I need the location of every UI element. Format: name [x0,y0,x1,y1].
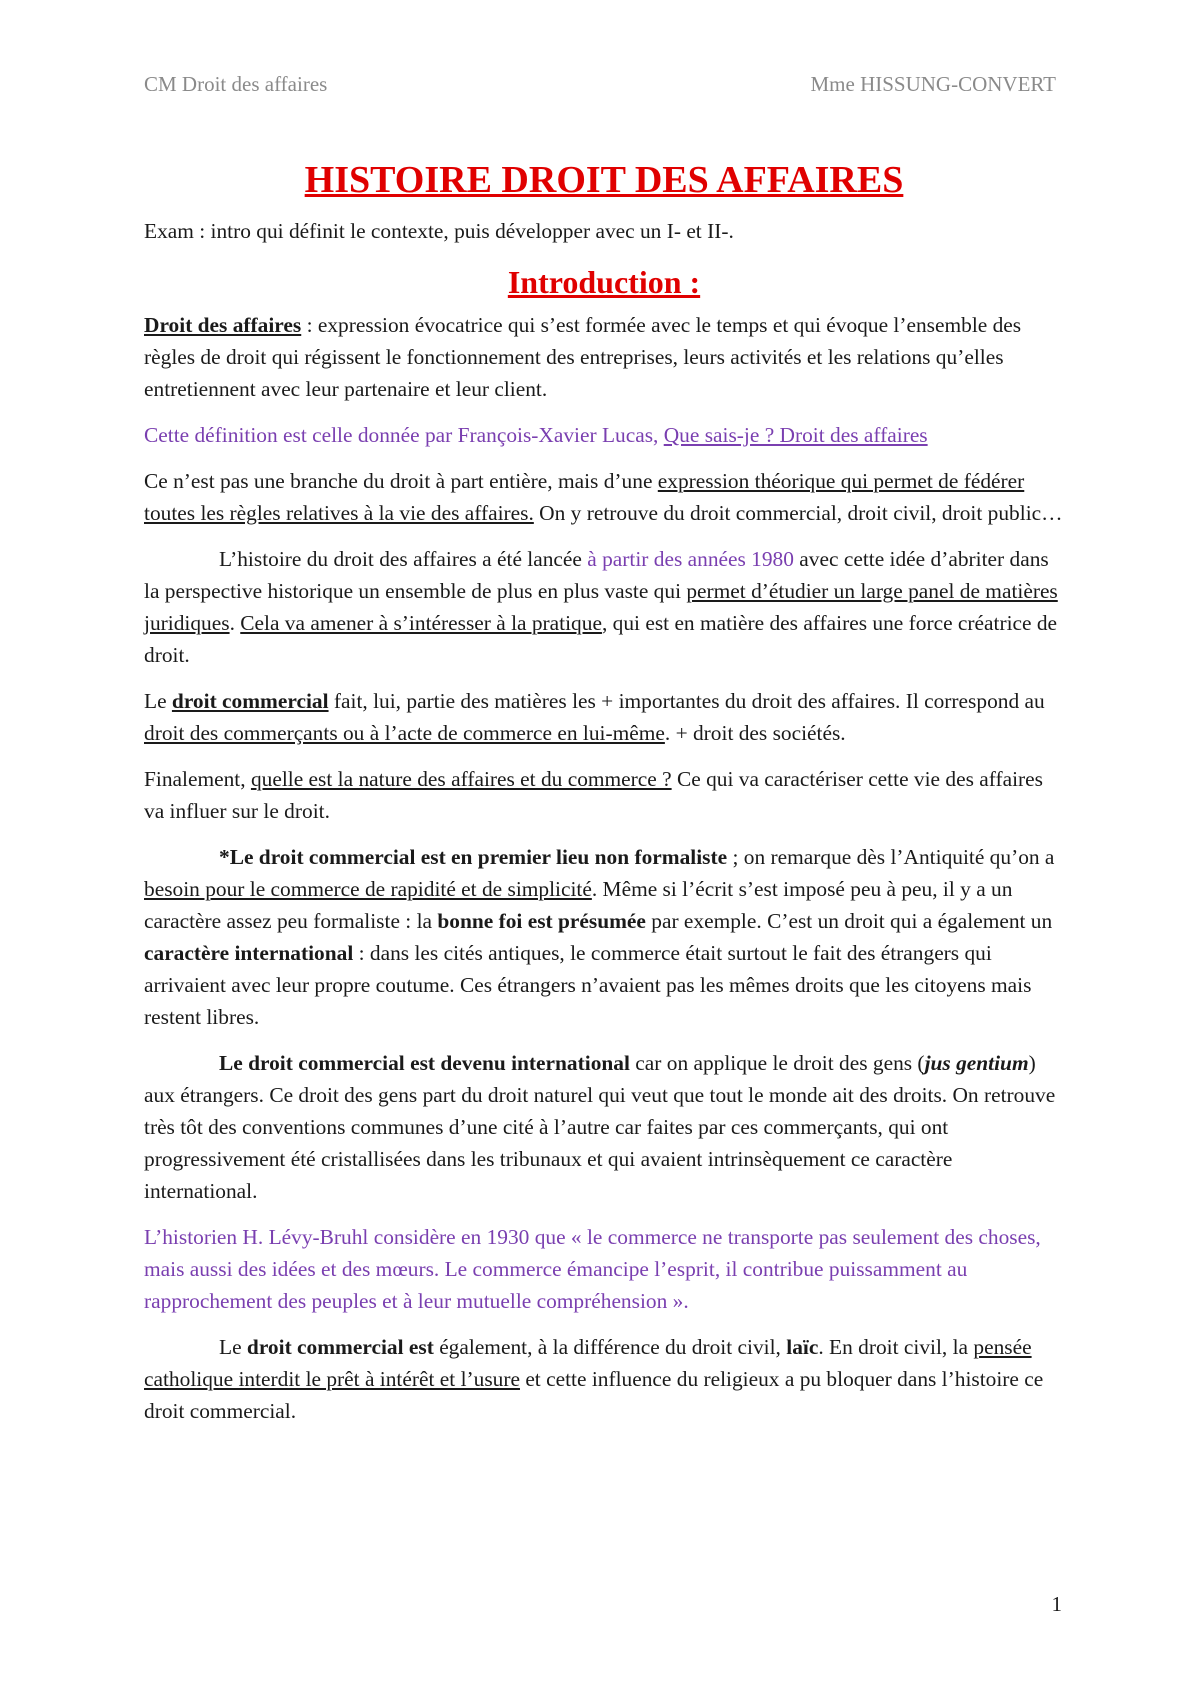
paragraph-branch: Ce n’est pas une branche du droit à part entière, mais d’une expression théorique qui permet de fédérer toutes les règles relatives à la vie des affaires. On y retrouve du droit commercial, droit civil, droit public… [144,469,1063,525]
paragraph-source: Cette définition est celle donnée par François-Xavier Lucas, Que sais-je ? Droit des affaires [144,423,928,447]
header-course-title: CM Droit des affaires [144,72,328,96]
page-header [144,72,1056,102]
source-reference: Que sais-je ? Droit des affaires [663,423,928,447]
paragraph-droit-commercial: Le droit commercial fait, lui, partie des matières les + importantes du droit des affaires. Il correspond au droit des commerçants ou à l’acte de commerce en lui-même. + droit des sociétés. [144,689,1045,745]
paragraph-levy-bruhl-quote: L’historien H. Lévy-Bruhl considère en 1930 que « le commerce ne transporte pas seulement des choses, mais aussi des idées et des mœurs. Le commerce émancipe l’esprit, il contribue puissamment au rapprochement des peuples et à leur mutuelle compréhension ». [144,1225,1041,1313]
introduction-heading: Introduction : [507,264,701,300]
paragraph-history: L’histoire du droit des affaires a été lancée à partir des années 1980 avec cette idée d’abriter dans la perspective historique un ensemble de plus en plus vaste qui permet d’étudier un large panel de matières juridiques. Cela va amener à s’intéresser à la pratique, qui est en matière des affaires une force créatrice de droit. [144,547,1058,667]
paragraph-international: Le droit commercial est devenu international car on applique le droit des gens (jus gentium) aux étrangers. Ce droit des gens part du droit naturel qui veut que tout le monde ait des droits. On retrouve très tôt des conventions communes d’une cité à l’autre car faites par ces commerçants, qui ont progressivement été cristallisées dans les tribunaux et qui avaient intrinsèquement ce caractère international. [144,1051,1056,1203]
paragraph-nature: Finalement, quelle est la nature des affaires et du commerce ? Ce qui va caractériser cette vie des affaires va influer sur le droit. [144,767,1043,823]
paragraph-laic: Le droit commercial est également, à la différence du droit civil, laïc. En droit civil, la pensée catholique interdit le prêt à intérêt et l’usure et cette influence du religieux a pu bloquer dans l’histoire ce droit commercial. [144,1335,1044,1423]
exam-note: Exam : intro qui définit le contexte, puis développer avec un I- et II-. [144,219,734,243]
paragraph-non-formaliste: *Le droit commercial est en premier lieu non formaliste ; on remarque dès l’Antiquité qu’on a besoin pour le commerce de rapidité et de simplicité. Même si l’écrit s’est imposé peu à peu, il y a un caractère assez peu formaliste : la bonne foi est présumée par exemple. C’est un droit qui a également un caractère international : dans les cités antiques, le commerce était surtout le fait des étrangers qui arrivaient avec leur propre coutume. Ces étrangers n’avaient pas les mêmes droits que les citoyens mais restent libres. [144,845,1055,1029]
header-author: Mme HISSUNG-CONVERT [810,72,1056,96]
paragraph-definition: Droit des affaires : expression évocatrice qui s’est formée avec le temps et qui évoque l’ensemble des règles de droit qui régissent le fonctionnement des entreprises, leurs activités et les relations qu’elles entretiennent avec leur partenaire et leur client. [144,313,1022,401]
page-number: 1 [1051,1592,1062,1616]
term-droit-des-affaires: Droit des affaires [144,313,302,337]
document-body [144,155,1064,1441]
document-title: HISTOIRE DROIT DES AFFAIRES [304,159,904,201]
